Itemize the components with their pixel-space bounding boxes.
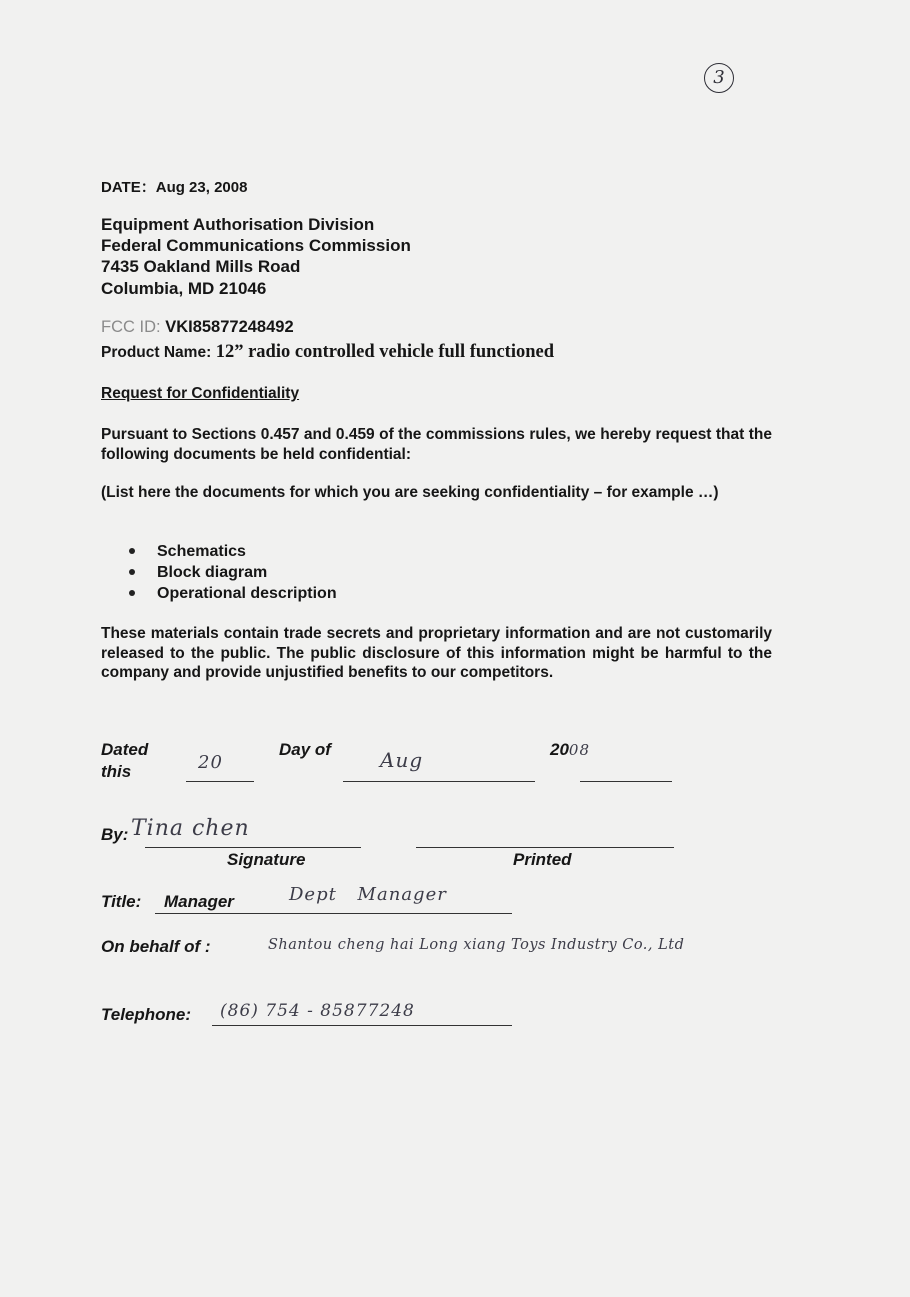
address-line-2: Federal Communications Commission <box>101 236 411 255</box>
title-underline <box>155 913 512 914</box>
day-of-label: Day of <box>279 740 331 759</box>
telephone-underline <box>212 1025 512 1026</box>
fcc-id-value: VKI85877248492 <box>165 318 294 336</box>
date-value: Aug 23, 2008 <box>155 179 248 196</box>
month-underline <box>343 781 535 782</box>
address-line-3: 7435 Oakland Mills Road <box>101 257 301 276</box>
product-name-label: Product Name: <box>101 344 212 361</box>
list-item: Block diagram <box>101 562 337 583</box>
by-label: By: <box>101 825 129 844</box>
behalf-value: Shantou cheng hai Long xiang Toys Industry Co., Ltd <box>268 937 685 953</box>
address-line-1: Equipment Authorisation Division <box>101 215 375 234</box>
behalf-label: On behalf of : <box>101 937 211 956</box>
month-value: Aug <box>380 748 424 772</box>
bullet-icon <box>129 569 135 575</box>
bullet-icon <box>129 548 135 554</box>
title-printed: Manager <box>164 892 234 911</box>
address-line-4: Columbia, MD 21046 <box>101 279 267 298</box>
list-item: Operational description <box>101 583 337 604</box>
telephone-label: Telephone: <box>101 1005 192 1024</box>
telephone-value: (86) 754 - 85877248 <box>220 1001 415 1021</box>
printed-underline <box>416 847 674 848</box>
list-item: Schematics <box>101 541 337 562</box>
day-underline <box>186 781 254 782</box>
title-label: Title: <box>101 892 142 911</box>
date-label: DATE： <box>101 179 156 196</box>
fcc-id-label: FCC ID: <box>101 318 161 336</box>
year-suffix: 08 <box>568 741 591 759</box>
section-heading: Request for Confidentiality <box>101 385 300 402</box>
paragraph-justification: These materials contain trade secrets and proprietary information and are not customarily released to the public. The public disclosure of this information might be harmful to the company and provide unjustified benefits to our competitors. <box>101 625 772 681</box>
signature-value: Tina chen <box>131 816 250 841</box>
fcc-id-line <box>101 318 294 337</box>
product-name-line <box>101 342 554 363</box>
year-prefix: 2008 <box>550 740 591 759</box>
signature-underline <box>145 847 361 848</box>
document-list <box>101 541 337 604</box>
printed-caption: Printed <box>513 850 572 869</box>
product-name-value: 12” radio controlled vehicle full functioned <box>215 342 555 362</box>
page-number-mark: 3 <box>704 63 734 93</box>
signature-caption: Signature <box>227 850 306 869</box>
dated-label-1: Dated <box>101 740 149 759</box>
paragraph-request: Pursuant to Sections 0.457 and 0.459 of the commissions rules, we hereby request that the following documents be held confidential: <box>101 426 772 463</box>
paragraph-list-instruction: (List here the documents for which you are seeking confidentiality – for example …) <box>101 484 719 501</box>
date-line <box>101 176 247 197</box>
bullet-icon <box>129 590 135 596</box>
title-value: Dept Manager <box>289 884 447 905</box>
dated-label-2: this <box>101 762 132 781</box>
day-value: 20 <box>198 752 223 773</box>
year-underline <box>580 781 672 782</box>
